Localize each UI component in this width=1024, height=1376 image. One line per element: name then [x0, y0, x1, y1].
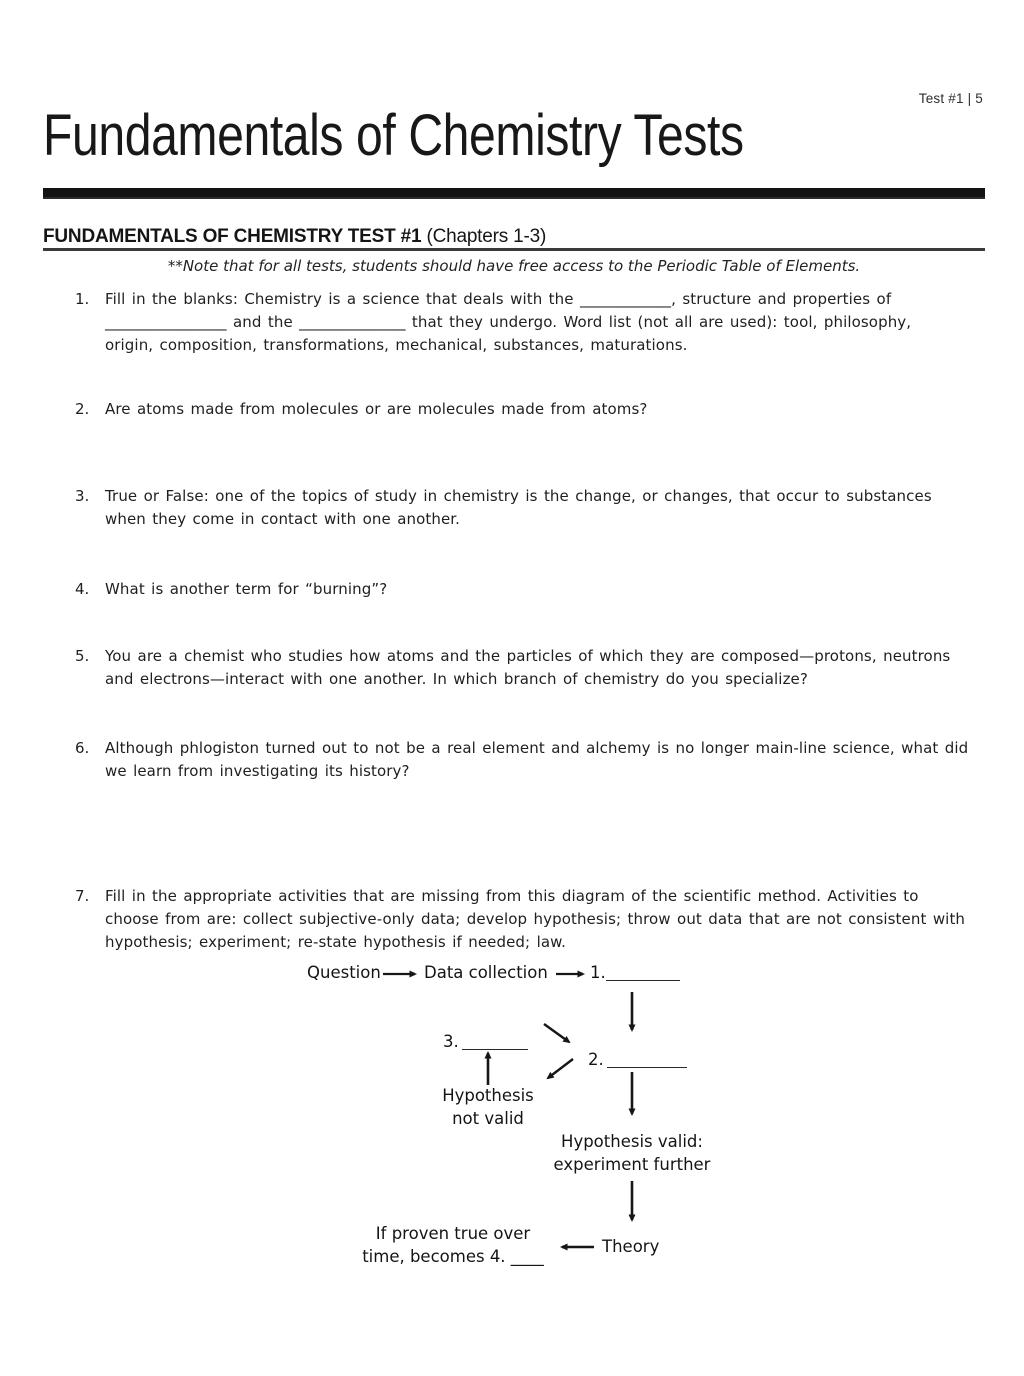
diagram-step3-number: 3. — [443, 1032, 459, 1051]
diagram-step3 — [443, 1030, 528, 1053]
question-6 — [75, 737, 1003, 783]
question-5-line: and electrons—interact with one another. In which branch of chemistry do you specialize? — [105, 670, 808, 688]
diagram-step1 — [590, 961, 680, 984]
question-2 — [75, 398, 1003, 421]
diagram-step2-number: 2. — [588, 1050, 604, 1069]
question-3-text — [105, 485, 1003, 531]
question-2-text — [105, 398, 1003, 421]
diagram-hypothesis-valid-label — [532, 1130, 732, 1176]
section-heading-chapters: (Chapters 1-3) — [421, 226, 547, 247]
question-1 — [75, 288, 1003, 357]
question-5 — [75, 645, 1003, 691]
diagram-hypothesis-not-valid-label — [418, 1084, 558, 1130]
diagram-step3-blank — [462, 1034, 528, 1050]
question-6-line: Although phlogiston turned out to not be a real element and alchemy is no longer main-line science, what did — [105, 739, 969, 757]
diagram-hypothesis-valid-line2: experiment further — [553, 1155, 711, 1174]
question-6-number: 6. — [75, 739, 90, 757]
diagram-hypothesis-not-valid-line2: not valid — [452, 1109, 524, 1128]
arrow-step3-to-step2 — [544, 1024, 569, 1042]
note-text: **Note that for all tests, students should have free access to the Periodic Table of Elements. — [167, 257, 861, 275]
question-list — [43, 288, 1003, 954]
question-3-number: 3. — [75, 487, 90, 505]
question-7-number: 7. — [75, 887, 90, 905]
arrow-step2-to-not-valid — [548, 1059, 573, 1078]
scientific-method-diagram — [0, 954, 1024, 1294]
question-6-text — [105, 737, 1003, 783]
question-7 — [75, 885, 1003, 954]
question-1-line: Fill in the blanks: Chemistry is a science that deals with the ____________, structure and properties of — [105, 290, 892, 308]
question-6-line: we learn from investigating its history? — [105, 762, 410, 780]
question-2-number: 2. — [75, 400, 90, 418]
question-5-number: 5. — [75, 647, 90, 665]
document-title: Fundamentals of Chemistry Tests — [43, 103, 744, 168]
question-2-line: Are atoms made from molecules or are molecules made from atoms? — [105, 400, 648, 418]
question-1-line: ________________ and the ______________ that they undergo. Word list (not all are used): tool, philosophy, — [105, 313, 912, 331]
section-divider-line — [43, 248, 985, 251]
diagram-if-proven-label — [343, 1222, 563, 1268]
diagram-step2 — [588, 1048, 687, 1071]
diagram-hypothesis-not-valid-line1: Hypothesis — [442, 1086, 534, 1105]
question-1-line: origin, composition, transformations, mechanical, substances, maturations. — [105, 336, 688, 354]
question-4-line: What is another term for “burning”? — [105, 580, 388, 598]
diagram-hypothesis-valid-line1: Hypothesis valid: — [561, 1132, 703, 1151]
page-number: Test #1 | 5 — [918, 91, 983, 106]
question-3-line: when they come in contact with one another. — [105, 510, 461, 528]
section-heading-test-name: FUNDAMENTALS OF CHEMISTRY TEST #1 — [43, 226, 422, 247]
title-divider-bar — [43, 188, 985, 199]
question-5-line: You are a chemist who studies how atoms and the particles of which they are composed—protons, neutrons — [105, 647, 951, 665]
diagram-data-collection-label: Data collection — [424, 963, 548, 982]
question-4 — [75, 578, 1003, 601]
section-heading — [43, 226, 985, 248]
question-7-line: hypothesis; experiment; re-state hypothesis if needed; law. — [105, 933, 566, 951]
question-1-number: 1. — [75, 290, 90, 308]
question-3 — [75, 485, 1003, 531]
question-5-text — [105, 645, 1003, 691]
diagram-step1-number: 1. — [590, 963, 606, 982]
question-7-line: Fill in the appropriate activities that are missing from this diagram of the scientific method. Activities to — [105, 887, 919, 905]
question-3-line: True or False: one of the topics of study in chemistry is the change, or changes, that occur to substances — [105, 487, 932, 505]
diagram-question-label: Question — [307, 963, 381, 982]
diagram-theory-label: Theory — [602, 1237, 660, 1256]
question-7-text — [105, 885, 1003, 954]
diagram-if-proven-line2: time, becomes 4. ____ — [362, 1247, 544, 1266]
diagram-step2-blank — [607, 1052, 687, 1068]
diagram-step1-blank — [606, 965, 680, 981]
question-4-text — [105, 578, 1003, 601]
question-4-number: 4. — [75, 580, 90, 598]
question-7-line: choose from are: collect subjective-only data; develop hypothesis; throw out data that are not consistent with — [105, 910, 966, 928]
diagram-if-proven-line1: If proven true over — [375, 1224, 531, 1243]
question-1-text — [105, 288, 1003, 357]
